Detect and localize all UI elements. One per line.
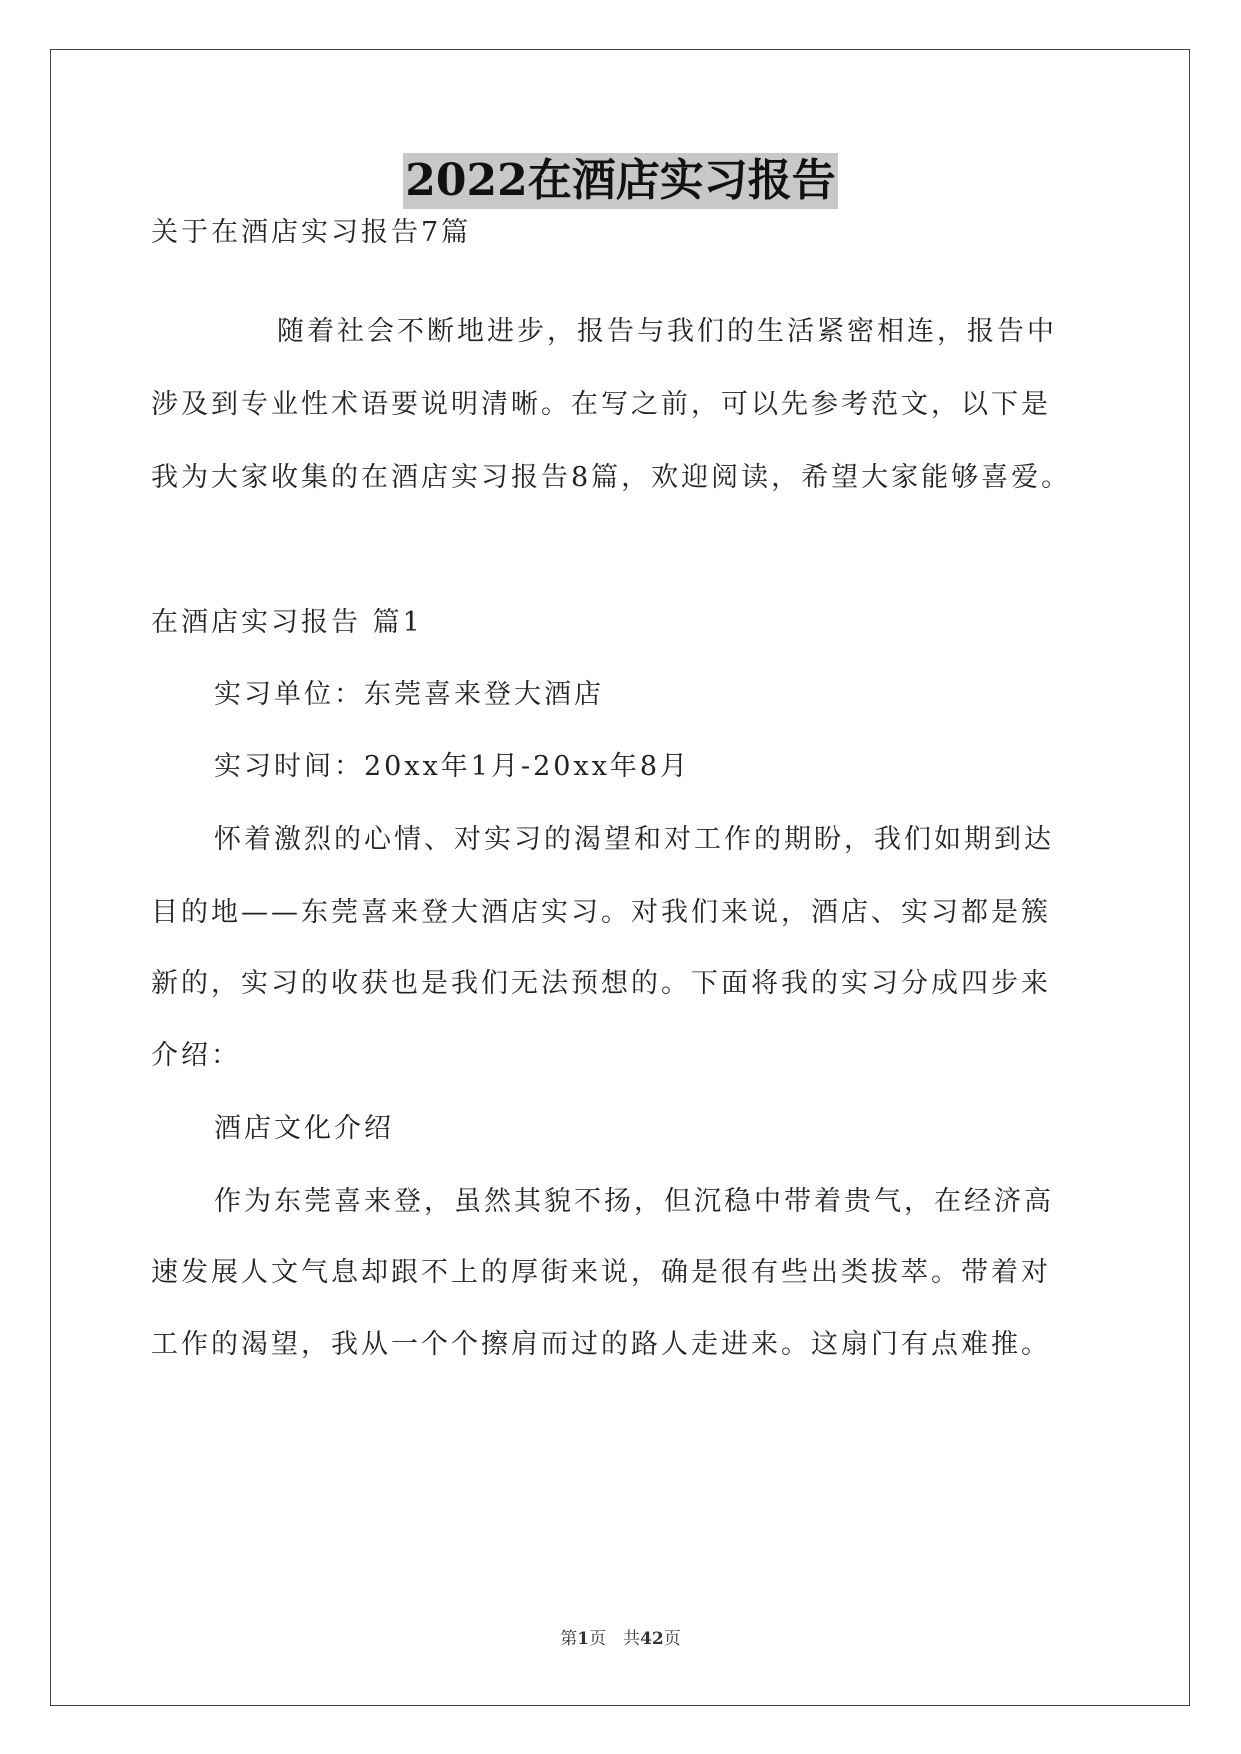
culture-heading: 酒店文化介绍: [214, 1113, 394, 1144]
paragraph-1-line-1: 怀着激烈的心情、对实习的渴望和对工作的期盼，我们如期到达: [214, 824, 1054, 855]
current-page-number: 1: [577, 1629, 590, 1649]
document-title: 2022在酒店实习报告: [403, 153, 837, 209]
paragraph-2-line-3: 工作的渴望，我从一个个擦肩而过的路人走进来。这扇门有点难推。: [151, 1329, 1051, 1360]
subtitle: 关于在酒店实习报告7篇: [151, 217, 472, 248]
page-footer: [0, 1628, 1241, 1650]
paragraph-1-line-2: 目的地——东莞喜来登大酒店实习。对我们来说，酒店、实习都是簇: [151, 897, 1051, 928]
intro-line-3: 我为大家收集的在酒店实习报告8篇，欢迎阅读，希望大家能够喜爱。: [151, 462, 1072, 493]
paragraph-1-line-3: 新的，实习的收获也是我们无法预想的。下面将我的实习分成四步来: [151, 968, 1051, 999]
internship-time: 实习时间：20xx年1月-20xx年8月: [214, 751, 691, 782]
footer-suffix: 页: [663, 1629, 681, 1649]
paragraph-2-line-2: 速发展人文气息却跟不上的厚街来说，确是很有些出类拔萃。带着对: [151, 1257, 1051, 1288]
footer-mid: 页 共: [589, 1629, 641, 1649]
section-heading: 在酒店实习报告 篇1: [151, 607, 423, 638]
intro-line-1: 随着社会不断地进步，报告与我们的生活紧密相连，报告中: [277, 316, 1057, 347]
footer-prefix: 第: [560, 1629, 578, 1649]
internship-unit: 实习单位：东莞喜来登大酒店: [214, 679, 604, 710]
total-page-count: 42: [640, 1629, 664, 1649]
title-container: [0, 153, 1241, 209]
paragraph-1-line-4: 介绍：: [151, 1040, 241, 1071]
page-border: [50, 49, 1190, 1706]
paragraph-2-line-1: 作为东莞喜来登，虽然其貌不扬，但沉稳中带着贵气，在经济高: [214, 1186, 1054, 1217]
intro-line-2: 涉及到专业性术语要说明清晰。在写之前，可以先参考范文，以下是: [151, 389, 1051, 420]
